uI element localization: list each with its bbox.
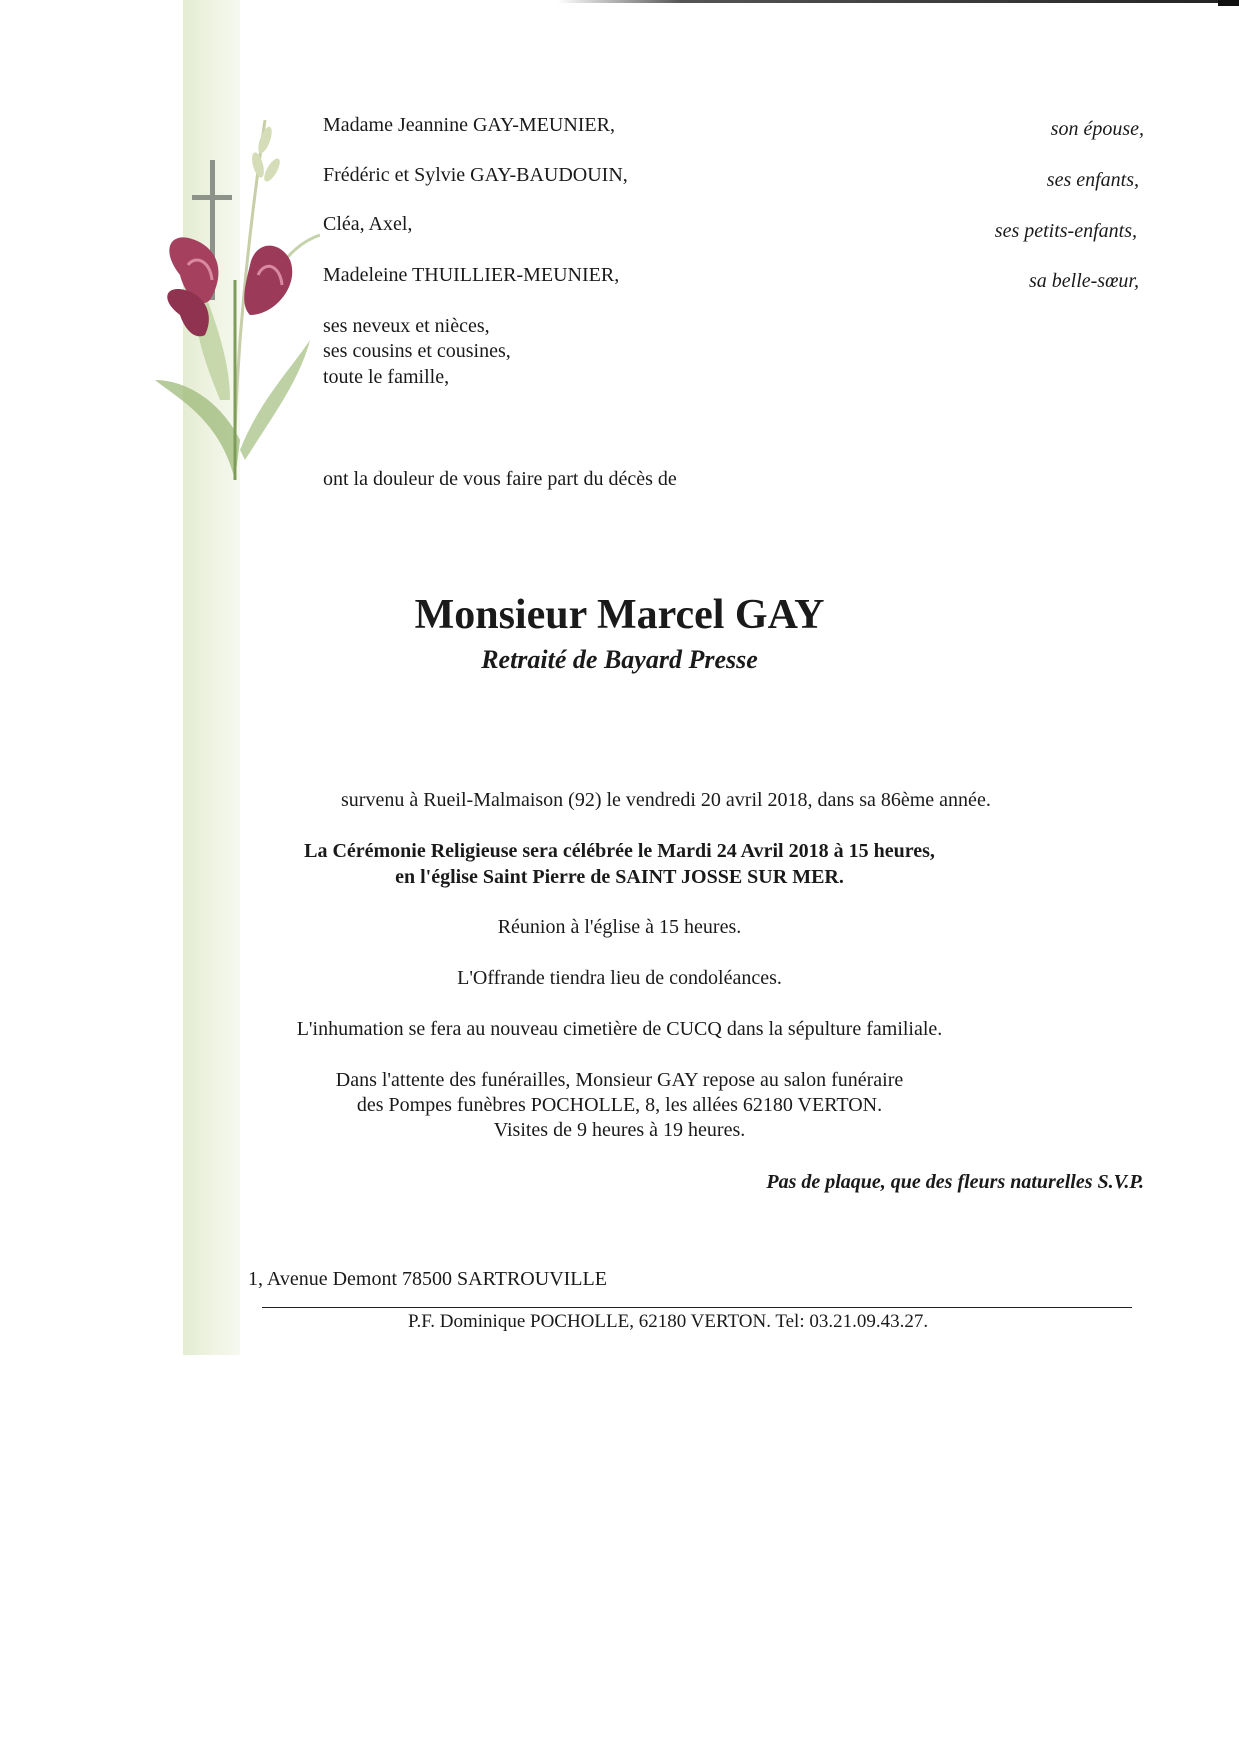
family-name-3: Cléa, Axel,	[323, 213, 413, 235]
scan-edge-mark	[1218, 0, 1239, 6]
lily-flower-icon	[167, 237, 292, 336]
deceased-name: Monsieur Marcel GAY	[414, 592, 825, 638]
relation-1: son épouse,	[1050, 118, 1144, 140]
deceased-title: Retraité de Bayard Presse	[481, 645, 758, 674]
relation-2: ses enfants,	[1046, 169, 1139, 191]
rest-info-1: Dans l'attente des funérailles, Monsieur GAY repose au salon funéraire	[335, 1069, 904, 1091]
relation-4: sa belle-sœur,	[1029, 270, 1139, 292]
offering-info: L'Offrande tiendra lieu de condoléances.	[457, 967, 782, 989]
relation-3: ses petits-enfants,	[994, 220, 1137, 242]
footer-rule	[262, 1307, 1132, 1308]
family-name-2: Frédéric et Sylvie GAY-BAUDOUIN,	[323, 164, 628, 186]
death-details: survenu à Rueil-Malmaison (92) le vendredi 20 avril 2018, dans sa 86ème année.	[341, 789, 991, 811]
extended-family-3: toute le famille,	[323, 366, 450, 388]
cross-lily-ornament	[140, 100, 320, 480]
family-name-1: Madame Jeannine GAY-MEUNIER,	[323, 114, 615, 136]
ceremony-line-2: en l'église Saint Pierre de SAINT JOSSE SUR MER.	[395, 866, 844, 888]
extended-family-1: ses neveux et nièces,	[323, 315, 490, 337]
rest-info-3: Visites de 9 heures à 19 heures.	[493, 1119, 746, 1141]
announcement-text: ont la douleur de vous faire part du décès de	[323, 468, 677, 490]
flowers-note: Pas de plaque, que des fleurs naturelles S.V.P.	[766, 1171, 1144, 1193]
burial-info: L'inhumation se fera au nouveau cimetière de CUCQ dans la sépulture familiale.	[296, 1018, 943, 1040]
extended-family-2: ses cousins et cousines,	[323, 340, 511, 362]
rest-info-2: des Pompes funèbres POCHOLLE, 8, les allées 62180 VERTON.	[356, 1094, 883, 1116]
ceremony-line-1: La Cérémonie Religieuse sera célébrée le Mardi 24 Avril 2018 à 15 heures,	[304, 840, 935, 862]
meeting-info: Réunion à l'église à 15 heures.	[497, 916, 742, 938]
address-line: 1, Avenue Demont 78500 SARTROUVILLE	[248, 1268, 607, 1290]
undertaker-info: P.F. Dominique POCHOLLE, 62180 VERTON. Tel: 03.21.09.43.27.	[408, 1311, 929, 1332]
family-name-4: Madeleine THUILLIER-MEUNIER,	[323, 264, 620, 286]
